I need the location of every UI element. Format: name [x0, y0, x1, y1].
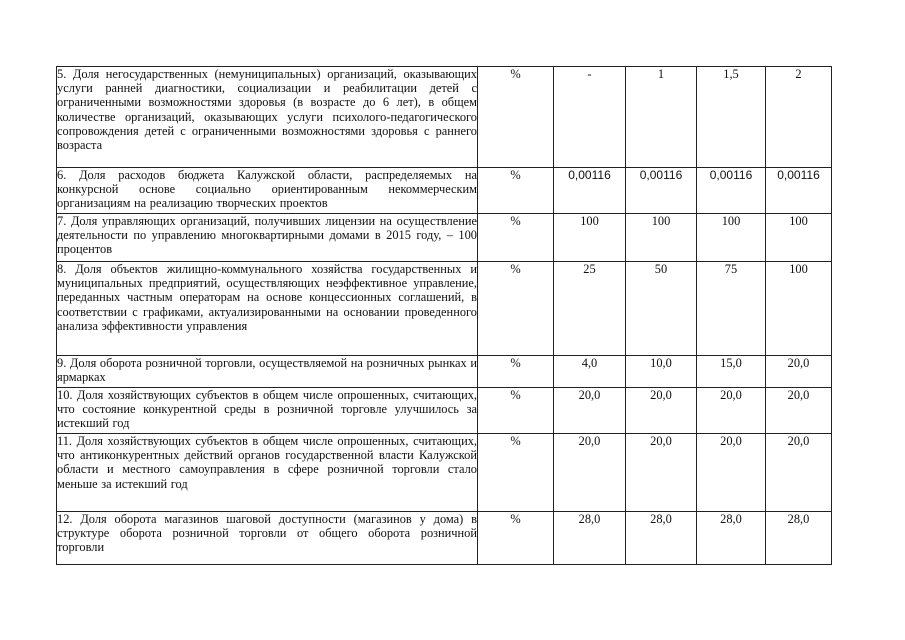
- indicator-value-4: 0,00116: [766, 168, 832, 214]
- indicator-value-2: 20,0: [626, 434, 697, 512]
- indicator-value-3: 0,00116: [697, 168, 766, 214]
- indicator-value-1: 25: [554, 262, 626, 356]
- indicator-value-3: 100: [697, 214, 766, 262]
- indicator-unit: %: [478, 67, 554, 168]
- indicator-description: 7. Доля управляющих организаций, получивших лицензии на осуществление деятельности по управлению многоквартирными домами в 2015 году, – 100 процентов: [57, 214, 478, 262]
- table-row: [57, 356, 832, 388]
- table-row: [57, 512, 832, 565]
- indicator-value-4: 20,0: [766, 434, 832, 512]
- indicator-value-4: 20,0: [766, 356, 832, 388]
- indicator-value-2: 0,00116: [626, 168, 697, 214]
- indicator-description: 9. Доля оборота розничной торговли, осуществляемой на розничных рынках и ярмарках: [57, 356, 478, 388]
- indicator-value-1: 100: [554, 214, 626, 262]
- indicator-value-2: 10,0: [626, 356, 697, 388]
- indicator-unit: %: [478, 168, 554, 214]
- indicator-value-2: 1: [626, 67, 697, 168]
- indicator-value-3: 28,0: [697, 512, 766, 565]
- indicator-value-4: 28,0: [766, 512, 832, 565]
- indicator-value-2: 28,0: [626, 512, 697, 565]
- indicator-value-4: 100: [766, 214, 832, 262]
- indicator-value-3: 1,5: [697, 67, 766, 168]
- indicator-value-4: 2: [766, 67, 832, 168]
- indicator-value-2: 100: [626, 214, 697, 262]
- indicator-value-1: 20,0: [554, 434, 626, 512]
- indicator-unit: %: [478, 512, 554, 565]
- indicator-description: 11. Доля хозяйствующих субъектов в общем числе опрошенных, считающих, что антиконкурентных действий органов государственной власти Калужской области и местного самоуправления в сфере розничной торговли стало меньше за истекший год: [57, 434, 478, 512]
- indicator-value-2: 50: [626, 262, 697, 356]
- indicator-value-3: 75: [697, 262, 766, 356]
- table-row: [57, 388, 832, 434]
- indicator-value-4: 100: [766, 262, 832, 356]
- indicator-unit: %: [478, 356, 554, 388]
- table-row: [57, 168, 832, 214]
- indicator-unit: %: [478, 434, 554, 512]
- indicator-value-4: 20,0: [766, 388, 832, 434]
- indicator-value-3: 20,0: [697, 434, 766, 512]
- table-row: [57, 67, 832, 168]
- indicator-value-1: -: [554, 67, 626, 168]
- indicator-value-1: 4,0: [554, 356, 626, 388]
- indicator-value-1: 28,0: [554, 512, 626, 565]
- indicator-value-2: 20,0: [626, 388, 697, 434]
- indicator-description: 12. Доля оборота магазинов шаговой доступности (магазинов у дома) в структуре оборота розничной торговли от общего оборота розничной торговли: [57, 512, 478, 565]
- indicator-description: 8. Доля объектов жилищно-коммунального хозяйства государственных и муниципальных предприятий, осуществляющих неэффективное управление, переданных частным операторам на основе концессионных соглашений, в соответствии с графиками, актуализированными на основании проведенного анализа эффективности управления: [57, 262, 478, 356]
- table-row: [57, 214, 832, 262]
- indicator-description: 10. Доля хозяйствующих субъектов в общем числе опрошенных, считающих, что состояние конкурентной среды в розничной торговле улучшилось за истекший год: [57, 388, 478, 434]
- indicators-table-body: [57, 67, 832, 565]
- indicator-value-3: 15,0: [697, 356, 766, 388]
- indicator-unit: %: [478, 214, 554, 262]
- indicator-unit: %: [478, 262, 554, 356]
- indicator-value-3: 20,0: [697, 388, 766, 434]
- indicator-unit: %: [478, 388, 554, 434]
- indicator-value-1: 0,00116: [554, 168, 626, 214]
- indicators-table: [56, 66, 832, 565]
- indicator-description: 5. Доля негосударственных (немуниципальных) организаций, оказывающих услуги ранней диагностики, социализации и реабилитации детей с ограниченными возможностями здоровья (в возрасте до 6 лет), в общем количестве организаций, оказывающих услуги психолого-педагогического сопровождения детей с ограниченными возможностями здоровья с раннего возраста: [57, 67, 478, 168]
- table-row: [57, 262, 832, 356]
- indicator-value-1: 20,0: [554, 388, 626, 434]
- indicator-description: 6. Доля расходов бюджета Калужской области, распределяемых на конкурсной основе социально ориентированным некоммерческим организациям на реализацию творческих проектов: [57, 168, 478, 214]
- table-row: [57, 434, 832, 512]
